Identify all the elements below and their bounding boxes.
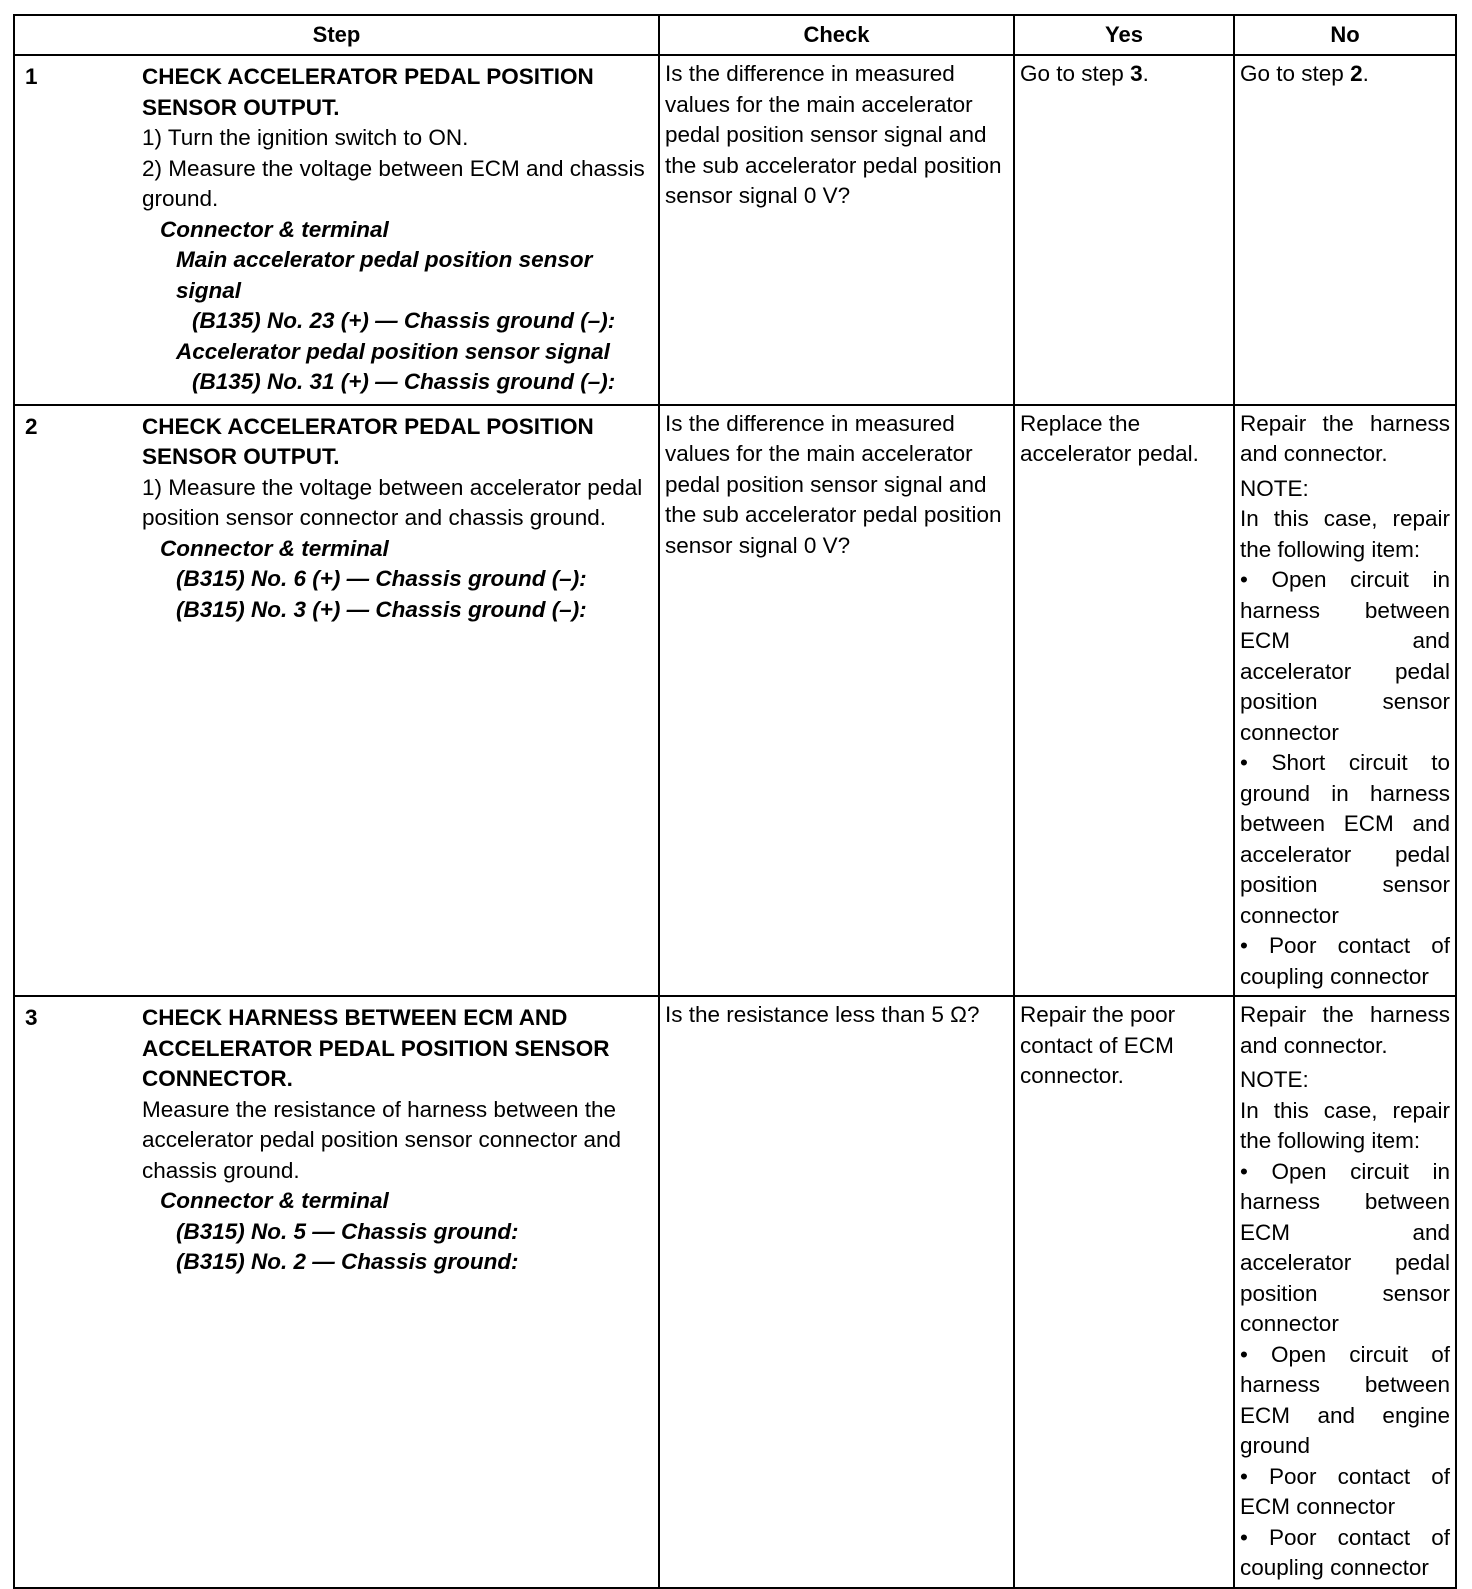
yes-cell: Repair the poor contact of ECM connector. bbox=[1014, 996, 1234, 1588]
list-item: • Poor contact of coupling connector bbox=[1240, 933, 1450, 989]
no-prefix: Go to step bbox=[1240, 61, 1351, 86]
connector-label: Connector & terminal bbox=[160, 1188, 389, 1213]
check-cell: Is the difference in measured values for the main accelerator pedal position sensor signal and the sub accelerator pedal position sensor signal 0 V? bbox=[659, 55, 1014, 405]
connector-label: Connector & terminal bbox=[160, 216, 389, 242]
list-item: • Poor contact of ECM connector bbox=[1240, 1463, 1450, 1519]
step-title: CHECK ACCELERATOR PEDAL POSITION SENSOR OUTPUT. bbox=[142, 64, 594, 120]
list-item: • Open circuit in harness between ECM and accelerator pedal position sensor connector bbox=[1240, 567, 1450, 745]
check-cell: Is the difference in measured values for the main accelerator pedal position sensor signal and the sub accelerator pedal position sensor signal 0 V? bbox=[659, 405, 1014, 997]
diagnostic-table bbox=[13, 14, 1457, 1589]
step-number: 3 bbox=[25, 1005, 38, 1030]
table-row bbox=[14, 405, 1456, 997]
terminal-spec: (B135) No. 23 (+) — Chassis ground (–): bbox=[192, 308, 616, 333]
note-text: In this case, repair the following item: bbox=[1240, 506, 1450, 562]
signal-label: Main accelerator pedal position sensor signal bbox=[176, 247, 593, 303]
no-cell bbox=[1234, 55, 1456, 405]
list-item: • Short circuit to ground in harness between ECM and accelerator pedal position sensor connector bbox=[1240, 750, 1450, 928]
list-item: • Open circuit in harness between ECM and accelerator pedal position sensor connector bbox=[1240, 1158, 1450, 1336]
list-item: • Poor contact of coupling connector bbox=[1240, 1524, 1450, 1580]
repair-text: Repair the harness and connector. bbox=[1240, 410, 1450, 466]
step-title: CHECK ACCELERATOR PEDAL POSITION SENSOR OUTPUT. bbox=[142, 413, 594, 469]
header-row bbox=[14, 15, 1456, 55]
yes-suffix: . bbox=[1142, 61, 1149, 86]
instruction: Measure the resistance of harness between the accelerator pedal position sensor connector and chassis ground. bbox=[142, 1096, 622, 1183]
yes-cell bbox=[1014, 55, 1234, 405]
no-cell bbox=[1234, 405, 1456, 997]
header-yes: Yes bbox=[1014, 15, 1234, 55]
step-title: CHECK HARNESS BETWEEN ECM AND ACCELERATOR PEDAL POSITION SENSOR CONNECTOR. bbox=[142, 1005, 610, 1091]
yes-cell: Replace the accelerator pedal. bbox=[1014, 405, 1234, 997]
table-row bbox=[14, 996, 1456, 1588]
terminal-spec: (B135) No. 31 (+) — Chassis ground (–): bbox=[192, 369, 616, 394]
header-step: Step bbox=[14, 15, 659, 55]
instruction: 1) Measure the voltage between accelerator pedal position sensor connector and chassis ground. bbox=[142, 474, 643, 530]
no-cell bbox=[1234, 996, 1456, 1588]
terminal-spec: (B315) No. 6 (+) — Chassis ground (–): bbox=[176, 566, 587, 591]
note-label: NOTE: bbox=[1240, 1067, 1309, 1092]
repair-text: Repair the harness and connector. bbox=[1240, 1002, 1450, 1058]
no-step-ref: 2 bbox=[1350, 61, 1363, 86]
check-cell: Is the resistance less than 5 Ω? bbox=[659, 996, 1014, 1588]
step-cell bbox=[14, 405, 659, 997]
list-item: • Open circuit of harness between ECM and engine ground bbox=[1240, 1341, 1450, 1458]
instruction: 2) Measure the voltage between ECM and chassis ground. bbox=[142, 155, 645, 211]
table-row bbox=[14, 55, 1456, 405]
connector-label: Connector & terminal bbox=[160, 535, 389, 561]
note-text: In this case, repair the following item: bbox=[1240, 1097, 1450, 1153]
terminal-spec: (B315) No. 5 — Chassis ground: bbox=[176, 1218, 519, 1244]
step-cell bbox=[14, 55, 659, 405]
step-number: 2 bbox=[25, 413, 38, 439]
note-label: NOTE: bbox=[1240, 475, 1309, 501]
terminal-spec: (B315) No. 3 (+) — Chassis ground (–): bbox=[176, 596, 587, 622]
yes-prefix: Go to step bbox=[1020, 61, 1131, 86]
instruction: 1) Turn the ignition switch to ON. bbox=[142, 125, 469, 150]
step-cell bbox=[14, 996, 659, 1588]
signal-label: Accelerator pedal position sensor signal bbox=[176, 338, 610, 364]
header-no: No bbox=[1234, 15, 1456, 55]
step-number: 1 bbox=[25, 64, 38, 89]
yes-step-ref: 3 bbox=[1130, 61, 1143, 86]
terminal-spec: (B315) No. 2 — Chassis ground: bbox=[176, 1249, 519, 1274]
header-check: Check bbox=[659, 15, 1014, 55]
no-suffix: . bbox=[1362, 61, 1369, 86]
